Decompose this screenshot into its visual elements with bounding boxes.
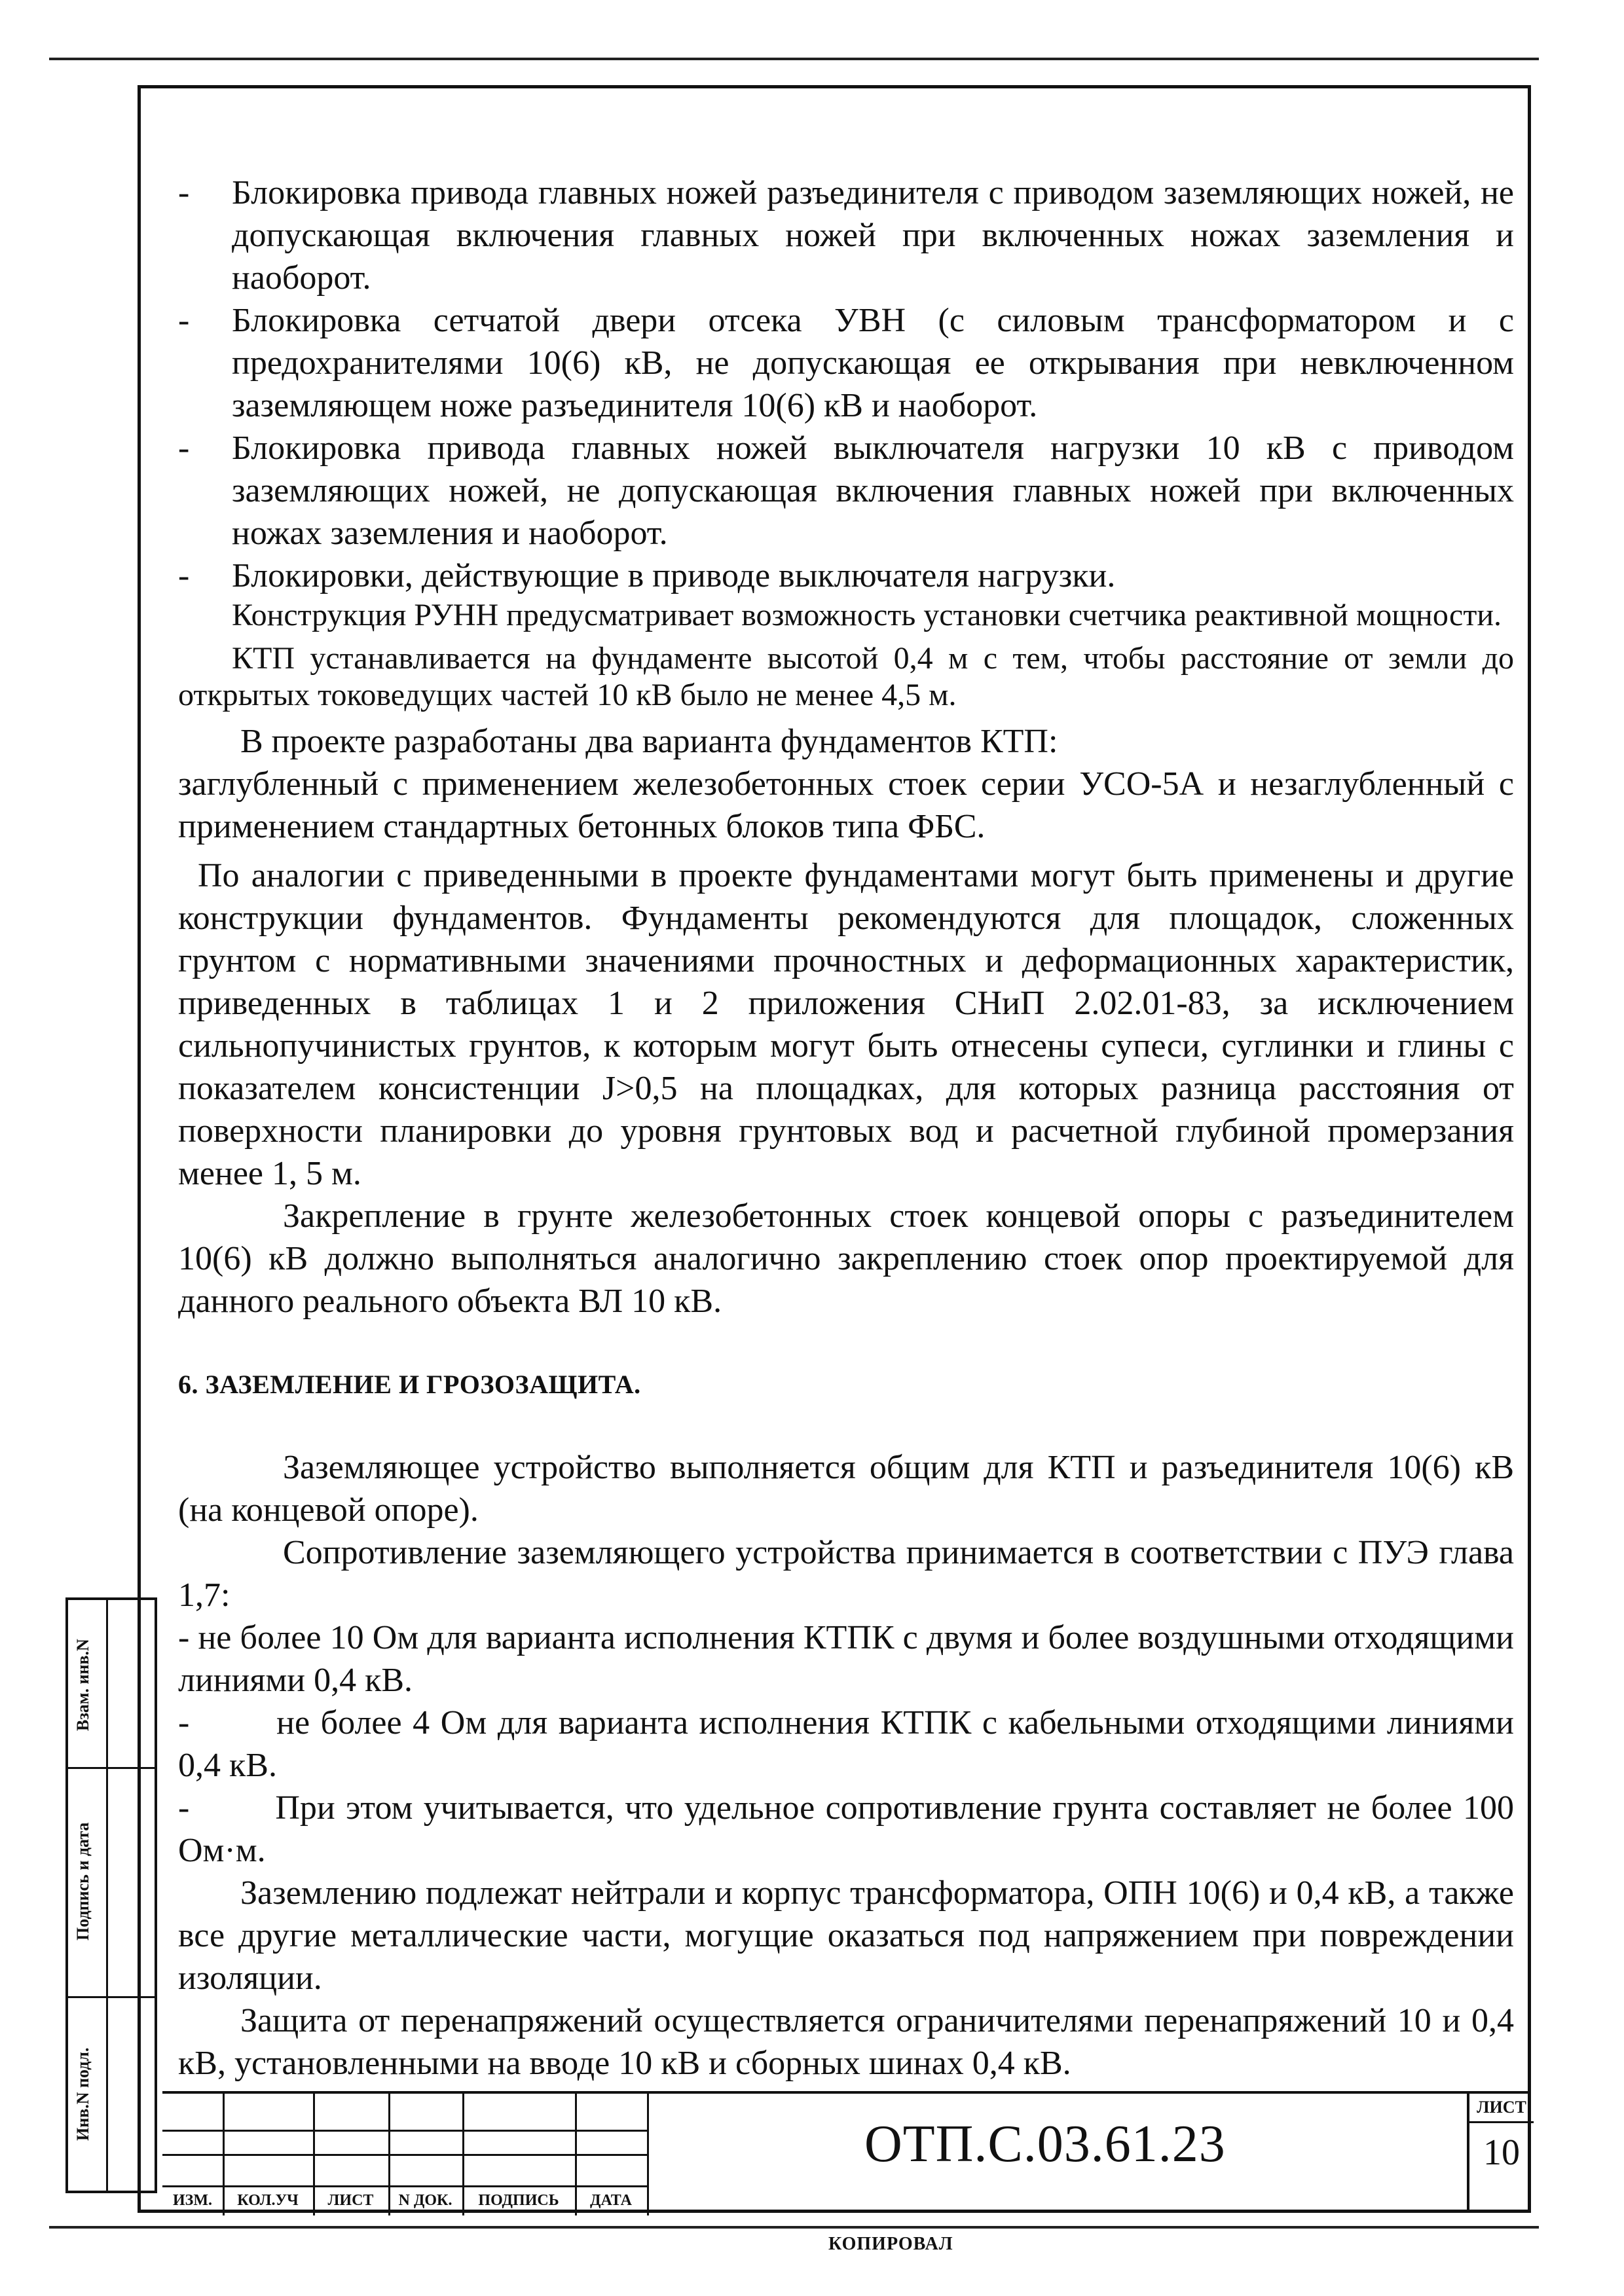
margin-label: Взам. инв.N (73, 1639, 92, 1732)
title-block (162, 2091, 1531, 2215)
sheet-number: 10 (1483, 2132, 1520, 2173)
bullet-paragraph: - Блокировка привода главных ножей выключателя нагрузки 10 кВ с приводом заземляющих ножей, не допускающая включения главных ножей при включенных ножах заземления и наоборот. (178, 429, 1514, 552)
paragraph-text: По аналогии с приведенными в проекте фундаментами могут быть применены и другие конструкции фундаментов. Фундаменты рекомендуются для площадок, сложенных грунтом с нормативными значениями прочностных и деформационных характеристик, приведенных в таблицах 1 и 2 приложения СНиП 2.02.01-83, за исключением сильнопучинистых грунтов, к которым могут быть отнесены супеси, суглинки и глины с показателем консистенции J>0,5 на площадках, для которых разница расстояния от поверхности планировки до уровня грунтовых вод и расчетной глубиной промерзания менее 1, 5 м. (178, 857, 1514, 1192)
paragraph-text: - не более 4 Ом для варианта исполнения КТПК с кабельными отходящими линиями 0,4 кВ. (178, 1704, 1522, 1784)
paragraph-text: Конструкция РУНН предусматривает возможность установки счетчика реактивной мощности. (232, 598, 1502, 632)
sheet-number-box (1467, 2091, 1534, 2213)
paragraph-text: заглубленный с применением железобетонных стоек серии УСО-5А и незаглубленный с применением стандартных бетонных блоков типа ФБС. (178, 765, 1514, 845)
top-rule (49, 58, 1539, 60)
paragraph-text: Защита от перенапряжений осуществляется ограничителями перенапряжений 10 и 0,4 кВ, установленными на вводе 10 кВ и сборных шинах 0,4 кВ. (178, 2002, 1514, 2082)
margin-label: Инв.N подл. (73, 2047, 92, 2141)
paragraph-text: КТП устанавливается на фундаменте высотой 0,4 м с тем, чтобы расстояние от земли до открытых токоведущих частей 10 кВ было не менее 4,5 м. (178, 641, 1514, 712)
paragraph-text: Заземлению подлежат нейтрали и корпус трансформатора, ОПН 10(6) и 0,4 кВ, а также все другие металлические части, могущие оказаться под напряжением при повреждении изоляции. (178, 1874, 1514, 1997)
paragraph-text: Закрепление в грунте железобетонных стоек концевой опоры с разъединителем 10(6) кВ должно выполняться аналогично закреплению стоек опор проектируемой для данного реального объекта ВЛ 10 кВ. (178, 1197, 1514, 1320)
title-block-header: ДАТА (590, 2192, 632, 2209)
section-heading: 6. ЗАЗЕМЛЕНИЕ И ГРОЗОЗАЩИТА. (178, 1370, 641, 1399)
bottom-rule (49, 2226, 1539, 2229)
bullet-paragraph: - Блокировка сетчатой двери отсека УВН (с силовым трансформатором и с предохранителями 10(6) кВ, не допускающая ее открывания при невключенном заземляющем ноже разъединителя 10(6) кВ и наоборот. (178, 302, 1514, 424)
title-block-header: КОЛ.УЧ (237, 2192, 299, 2209)
document-code: ОТП.С.03.61.23 (864, 2115, 1226, 2173)
paragraph-text: - При этом учитывается, что удельное сопротивление грунта составляет не более 100 Ом·м. (178, 1789, 1522, 1869)
title-block-header: ЛИСТ (327, 2192, 374, 2209)
margin-approval-strip (65, 1597, 157, 2193)
document-body (178, 172, 1522, 2085)
paragraph-text: Заземляющее устройство выполняется общим для КТП и разъединителя 10(6) кВ (на концевой опоре). (178, 1449, 1514, 1529)
margin-label: Подпись и дата (73, 1822, 92, 1941)
copied-stamp: КОПИРОВАЛ (828, 2234, 953, 2254)
paragraph-text: В проекте разработаны два варианта фундаментов КТП: (240, 723, 1058, 760)
sheet-label: ЛИСТ (1477, 2098, 1526, 2117)
paragraph-text: - не более 10 Ом для варианта исполнения КТПК с двумя и более воздушными отходящими линиями 0,4 кВ. (178, 1619, 1514, 1699)
title-block-header: N ДОК. (398, 2192, 452, 2209)
paragraph-text: Сопротивление заземляющего устройства принимается в соответствии с ПУЭ глава 1,7: (178, 1534, 1514, 1614)
title-block-header: ПОДПИСЬ (478, 2192, 559, 2209)
bullet-paragraph: - Блокировки, действующие в приводе выключателя нагрузки. (178, 557, 1116, 594)
bullet-paragraph: - Блокировка привода главных ножей разъединителя с приводом заземляющих ножей, не допускающая включения главных ножей при включенных ножах заземления и наоборот. (178, 174, 1514, 297)
title-block-header: ИЗМ. (173, 2192, 212, 2209)
